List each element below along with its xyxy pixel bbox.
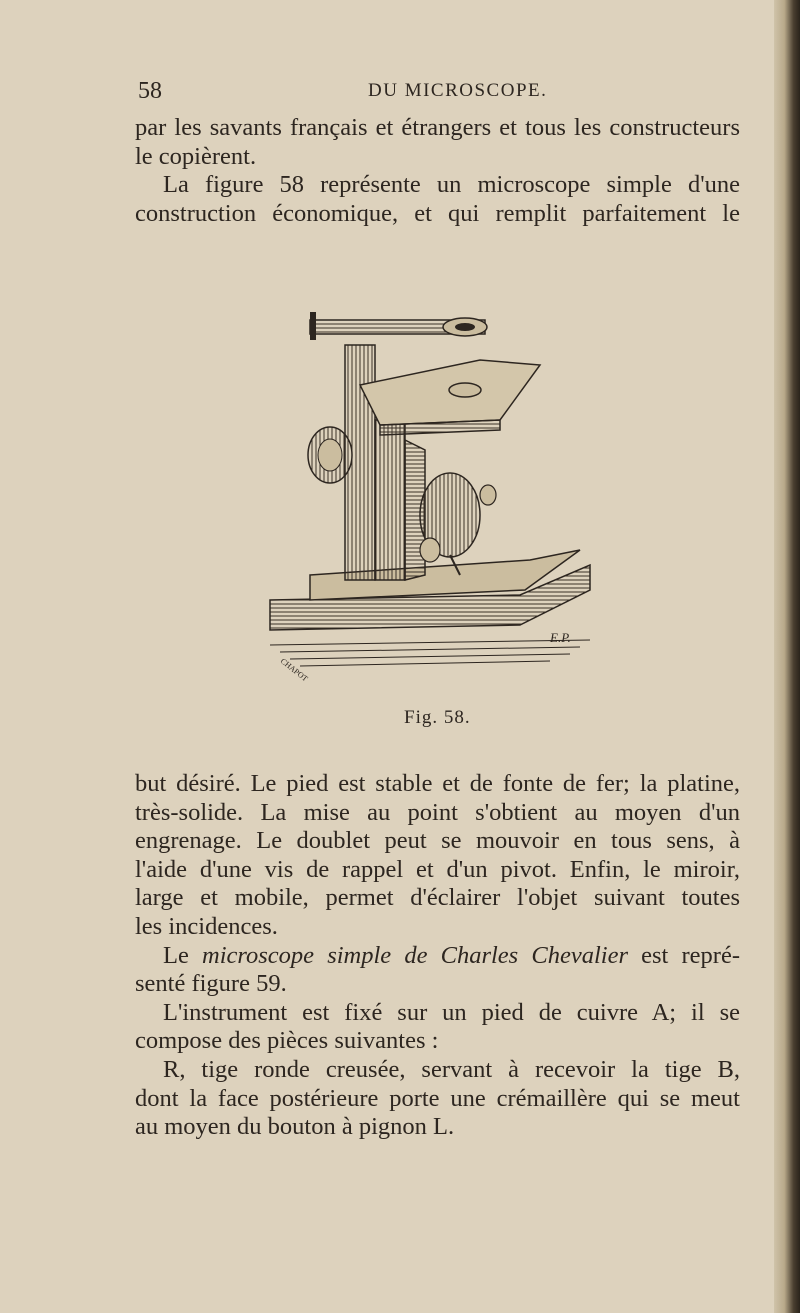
paragraph-bottom <box>135 770 740 1142</box>
text-line: R, tige ronde creusée, servant à recevoir la tige B, <box>163 1055 740 1083</box>
microscope-figure <box>250 290 610 695</box>
text-line: les incidences. <box>135 912 278 940</box>
paragraph-top <box>135 114 740 228</box>
text-line: le copièrent. <box>135 142 257 170</box>
page-edge-shadow <box>774 0 800 1313</box>
italic-title: microscope simple de Charles Chevalier <box>202 941 628 969</box>
page-number: 58 <box>138 78 162 104</box>
base-plate <box>270 550 590 666</box>
running-head: DU MICROSCOPE. <box>368 80 548 101</box>
text-line: très-solide. La mise au point s'obtient au moyen d'un <box>135 798 740 826</box>
text-line <box>135 942 740 971</box>
text-segment: Le <box>163 941 203 969</box>
focus-knob <box>308 427 352 483</box>
doublet-arm <box>310 312 487 340</box>
text-line: l'aide d'une vis de rappel et d'un pivot. Enfin, le miroir, <box>135 855 740 883</box>
text-line: dont la face postérieure porte une crémaillère qui se meut <box>135 1084 740 1112</box>
text-segment: est repré- <box>627 941 740 969</box>
text-line: senté figure 59. <box>135 970 287 998</box>
text-line: compose des pièces suivantes : <box>135 1027 439 1055</box>
text-line: L'instrument est fixé sur un pied de cuivre A; il se <box>163 998 740 1026</box>
text-line: construction économique, et qui remplit parfaitement le <box>135 199 740 227</box>
page-header <box>138 78 738 108</box>
text-line: par les savants français et étrangers et tous les constructeurs <box>135 114 740 141</box>
text-line: but désiré. Le pied est stable et de fonte de fer; la platine, <box>135 770 740 797</box>
figure-caption: Fig. 58. <box>404 707 471 728</box>
microscope-engraving <box>250 290 610 695</box>
mirror <box>420 473 496 575</box>
engraver-signature: E.P. <box>550 630 571 645</box>
stage <box>360 360 540 435</box>
text-line: au moyen du bouton à pignon L. <box>135 1113 455 1141</box>
text-line: engrenage. Le doublet peut se mouvoir en tous sens, à <box>135 827 740 855</box>
text-line: large et mobile, permet d'éclairer l'objet suivant toutes <box>135 884 740 912</box>
text-line: La figure 58 représente un microscope simple d'une <box>163 171 740 199</box>
engraver-credit: CHAPOT <box>278 656 310 684</box>
